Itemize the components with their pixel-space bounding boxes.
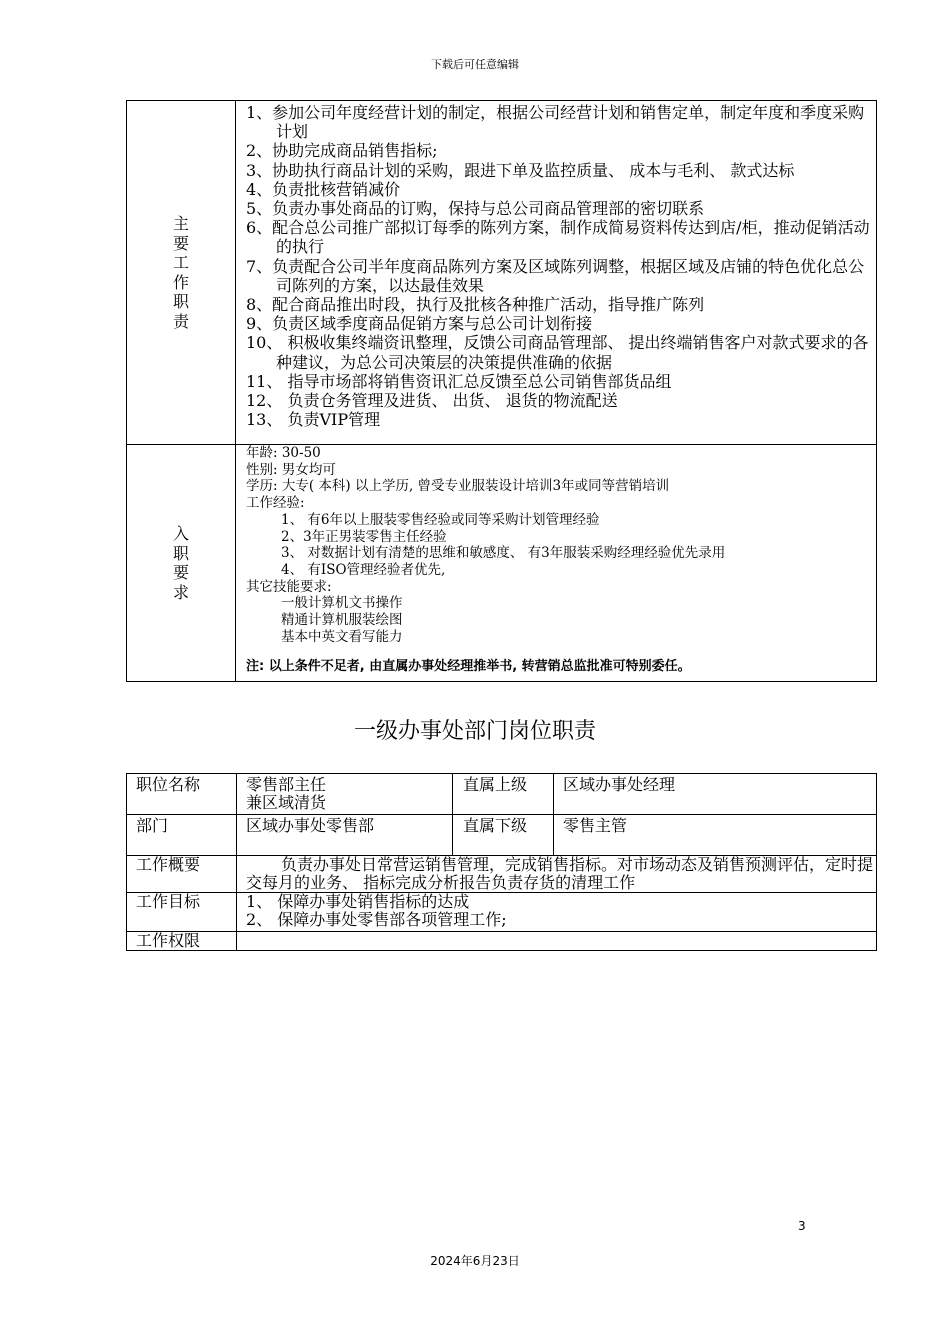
list-item: 11、 指导市场部将销售资讯汇总反馈至总公司销售部货品组 (246, 371, 672, 391)
requirements-content (236, 445, 877, 682)
list-item: 8、配合商品推出时段，执行及批核各种推广活动，指导推广陈列 (246, 295, 705, 315)
list-item: 1、参加公司年度经营计划的制定，根据公司经营计划和销售定单，制定年度和季度采购计划 (246, 103, 865, 142)
list-item: 9、负责区域季度商品促销方案与总公司计划衔接 (246, 314, 593, 334)
list-item: 4、 有ISO管理经验者优先, (281, 561, 446, 578)
overview-value: 负责办事处日常营运销售管理，完成销售指标。对市场动态及销售预测评估，定时提交每月的业务、 指标完成分析报告负责存货的清理工作 (237, 856, 877, 893)
list-item: 13、 负责VIP管理 (246, 410, 381, 430)
overview-label: 工作概要 (127, 856, 237, 893)
req-gender: 性别: 男女均可 (246, 461, 336, 478)
list-item: 1、 有6年以上服装零售经验或同等采购计划管理经验 (281, 511, 600, 528)
requirements-row (127, 445, 877, 682)
table-row (127, 893, 877, 932)
table-row (127, 932, 877, 951)
duties-list (236, 101, 877, 445)
subordinate-value: 零售主管 (554, 815, 877, 856)
table-row (127, 815, 877, 856)
page-number: 3 (798, 1219, 806, 1233)
superior-label: 直属上级 (453, 774, 554, 815)
duties-label: 主 要 工 作 职 责 (127, 101, 236, 445)
req-note: 注: 以上条件不足者, 由直属办事处经理推举书, 转营销总监批准可特别委任。 (246, 659, 691, 675)
footer-date: 2024年6月23日 (430, 1254, 520, 1268)
superior-value: 区域办事处经理 (554, 774, 877, 815)
req-skills-title: 其它技能要求: (246, 578, 332, 595)
req-education: 学历: 大专( 本科) 以上学历, 曾受专业服装设计培训3年或同等营销培训 (246, 478, 670, 495)
authority-label: 工作权限 (127, 932, 237, 951)
table-row (127, 856, 877, 893)
duties-row (127, 101, 877, 445)
goal-list (237, 893, 877, 932)
list-item: 2、协助完成商品销售指标; (246, 141, 438, 161)
req-exp-title: 工作经验: (246, 495, 305, 512)
list-item: 7、负责配合公司半年度商品陈列方案及区域陈列调整，根据区域及店铺的特色优化总公司陈列的方案，以达最佳效果 (246, 256, 865, 295)
goal-label: 工作目标 (127, 893, 237, 932)
list-item: 5、负责办事处商品的订购，保持与总公司商品管理部的密切联系 (246, 199, 705, 219)
position-info-table (126, 773, 877, 951)
subordinate-label: 直属下级 (453, 815, 554, 856)
job-duties-table (126, 100, 877, 682)
list-item: 4、负责批核营销减价 (246, 179, 401, 199)
table-row (127, 774, 877, 815)
list-item: 1、 保障办事处销售指标的达成 (246, 892, 470, 911)
position-label: 职位名称 (127, 774, 237, 815)
section-title: 一级办事处部门岗位职责 (353, 719, 596, 744)
position-value: 零售部主任 兼区域清货 (237, 774, 453, 815)
list-item: 3、协助执行商品计划的采购，跟进下单及监控质量、 成本与毛利、 款式达标 (246, 160, 795, 180)
requirements-label: 入 职 要 求 (127, 445, 236, 682)
list-item: 6、配合总公司推广部拟订每季的陈列方案，制作成简易资料传达到店/柜，推动促销活动的执行 (246, 218, 870, 257)
dept-value: 区域办事处零售部 (237, 815, 453, 856)
list-item: 12、 负责仓务管理及进货、 出货、 退货的物流配送 (246, 391, 618, 411)
list-item: 一般计算机文书操作 (281, 595, 403, 612)
dept-label: 部门 (127, 815, 237, 856)
list-item: 基本中英文看写能力 (281, 628, 403, 645)
list-item: 精通计算机服装绘图 (281, 612, 403, 629)
list-item: 3、 对数据计划有清楚的思维和敏感度、 有3年服装采购经理经验优先录用 (281, 545, 726, 562)
authority-value (237, 932, 877, 951)
list-item: 2、 保障办事处零售部各项管理工作; (246, 910, 507, 929)
list-item: 10、 积极收集终端资讯整理，反馈公司商品管理部、 提出终端销售客户对款式要求的各种建议，为总公司决策层的决策提供准确的依据 (246, 333, 869, 372)
header-note: 下载后可任意编辑 (431, 58, 519, 71)
req-age: 年龄: 30-50 (246, 445, 321, 461)
list-item: 2、3年正男装零售主任经验 (281, 528, 447, 545)
